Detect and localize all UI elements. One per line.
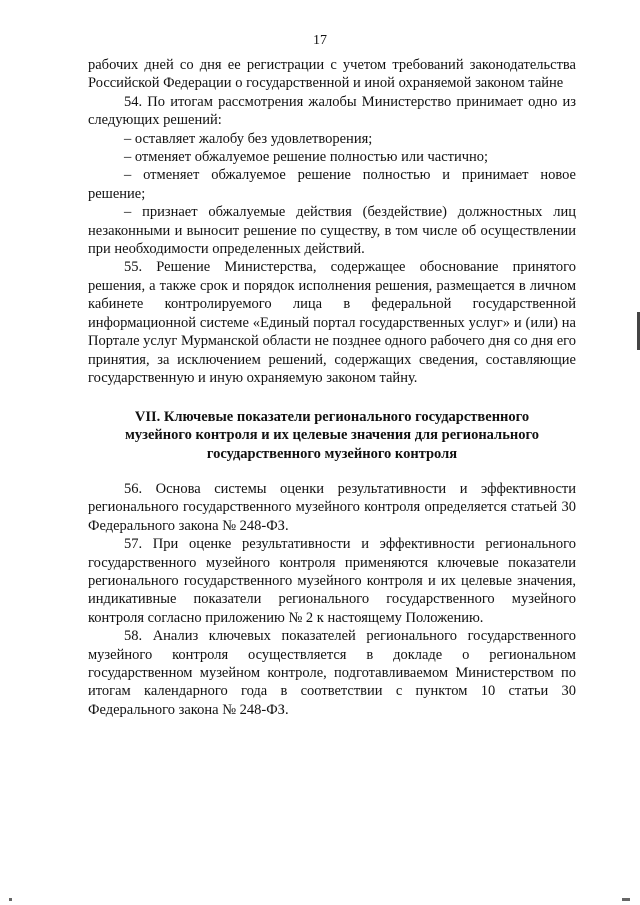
paragraph-continuation: рабочих дней со дня ее регистрации с учетом требований законодательства Российской Федерации о государственной и иной охраняемой законом тайне [88,57,576,92]
page-number: 17 [313,33,327,48]
list-item-decision-2: – отменяет обжалуемое решение полностью или частично; [124,149,489,166]
paragraph-54: 54. По итогам рассмотрения жалобы Министерство принимает одно из следующих решений: [88,93,576,129]
bottom-text-block [88,480,576,719]
section-heading: VII. Ключевые показатели регионального государственного музейного контроля и их целевые значения для регионального государственного музейного контроля [125,409,539,462]
paragraph-55: 55. Решение Министерства, содержащее обоснование принятого решения, а также срок и порядок исполнения решения, размещается в личном кабинете контролируемого лица в федеральной государственной информационной системе «Единый портал государственных услуг» и (или) на Портале услуг Мурманской области не позднее одного рабочего дня со дня его принятия, за исключением решений, содержащих сведения, составляющие государственную и иную охраняемую законом тайну. [88,259,576,386]
paragraph-57: 57. При оценке результативности и эффективности регионального государственного музейного контроля применяются ключевые показатели регионального государственного музейного контроля и их целевые значения, индикативные показатели регионального государственного музейного контроля согласно приложению № 2 к настоящему Положению. [88,536,576,626]
top-text-block [88,56,576,387]
scan-corner-mark-left [9,898,12,901]
paragraph-58: 58. Анализ ключевых показателей регионального государственного музейного контроля осуществляется в докладе о региональном государственном музейном контроле, подготавливаемом Министерством по итогам календарного года в соответствии с пунктом 10 статьи 30 Федерального закона № 248-ФЗ. [88,628,576,718]
list-item-decision-4: – признает обжалуемые действия (бездействие) должностных лиц незаконными и выносит решение по существу, в том числе об осуществлении при необходимости определенных действий. [88,204,576,258]
scan-corner-mark-right [622,898,630,901]
paragraph-56: 56. Основа системы оценки результативности и эффективности регионального государственного музейного контроля определяется статьей 30 Федерального закона № 248-ФЗ. [88,481,576,534]
list-item-decision-3: – отменяет обжалуемое решение полностью и принимает новое решение; [88,167,576,202]
list-item-decision-1: – оставляет жалобу без удовлетворения; [124,130,373,147]
